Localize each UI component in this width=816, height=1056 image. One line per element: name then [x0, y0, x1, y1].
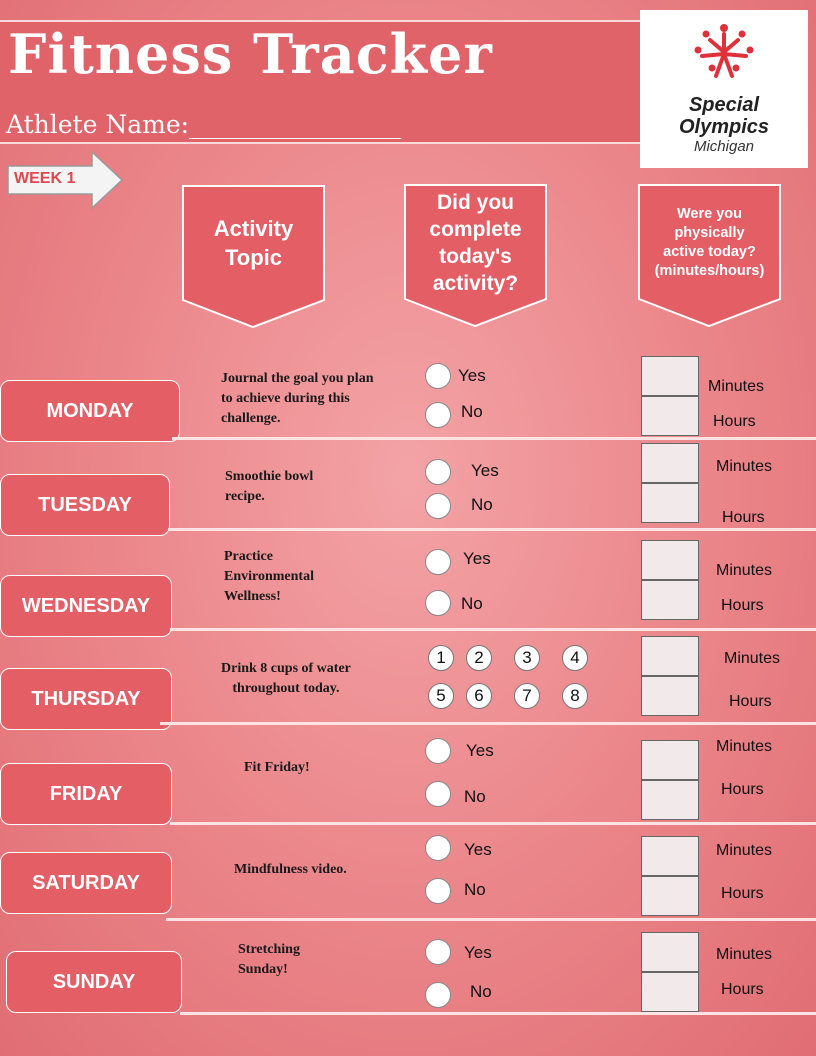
tuesday-hours-box[interactable] [641, 483, 699, 523]
thursday-hours-box[interactable] [641, 676, 699, 716]
row-divider [170, 628, 816, 631]
water-cup-3[interactable]: 3 [514, 645, 540, 671]
friday-hours-box[interactable] [641, 780, 699, 820]
saturday-yes-label: Yes [464, 840, 492, 859]
row-divider [166, 918, 816, 921]
monday-hours-box[interactable] [641, 396, 699, 436]
sunday-minutes-label: Minutes [716, 946, 773, 963]
activity-header-line1: Activity [213, 216, 294, 241]
monday-hours-label: Hours [713, 413, 756, 430]
wednesday-yes-label: Yes [463, 549, 491, 568]
water-cup-2[interactable]: 2 [466, 645, 492, 671]
logo-text-special: Special [688, 94, 760, 116]
monday-no-label: No [461, 402, 483, 421]
active-header-line4: (minutes/hours) [654, 263, 765, 279]
water-cup-5[interactable]: 5 [428, 683, 454, 709]
monday-minutes-box[interactable] [641, 356, 699, 396]
sunday-hours-box[interactable] [641, 972, 699, 1012]
athlete-name-field[interactable]: Athlete Name:_________________ [6, 110, 402, 139]
day-label-tuesday: TUESDAY [0, 474, 170, 536]
friday-yes-label: Yes [466, 741, 494, 760]
water-cup-7[interactable]: 7 [514, 683, 540, 709]
activity-header-line2: Topic [224, 245, 283, 270]
day-label-thursday: THURSDAY [0, 668, 172, 730]
activity-monday [221, 369, 373, 429]
activity-topic-header [181, 184, 326, 330]
wednesday-no-label: No [461, 594, 483, 613]
tuesday-no-radio[interactable] [425, 493, 451, 519]
tuesday-yes-label: Yes [471, 461, 499, 480]
logo-text-olympics: Olympics [678, 116, 770, 138]
wednesday-hours-label: Hours [721, 597, 764, 614]
activity-wednesday [224, 547, 314, 607]
tuesday-minutes-label: Minutes [716, 458, 773, 475]
monday-minutes-label: Minutes [708, 378, 765, 395]
sunday-yes-radio[interactable] [425, 939, 451, 965]
thursday-hours-label: Hours [729, 693, 772, 710]
saturday-hours-box[interactable] [641, 876, 699, 916]
sunday-yes-label: Yes [464, 943, 492, 962]
tuesday-no-label: No [471, 495, 493, 514]
row-divider [170, 822, 816, 825]
water-cup-6[interactable]: 6 [466, 683, 492, 709]
activity-line: Wellness! [224, 589, 281, 604]
sunday-minutes-box[interactable] [641, 932, 699, 972]
activity-line: Fit Friday! [244, 760, 310, 775]
saturday-hours-label: Hours [721, 885, 764, 902]
logo-text-michigan: Michigan [693, 138, 755, 155]
active-header-line1: Were you [676, 206, 742, 222]
sunday-no-radio[interactable] [425, 982, 451, 1008]
water-cup-4[interactable]: 4 [562, 645, 588, 671]
saturday-no-label: No [464, 880, 486, 899]
special-olympics-logo [640, 10, 808, 168]
activity-line: throughout today. [232, 681, 340, 696]
wednesday-no-radio[interactable] [425, 590, 451, 616]
complete-header-line1: Did you [437, 191, 514, 214]
activity-sunday [238, 940, 300, 980]
friday-yes-radio[interactable] [425, 738, 451, 764]
activity-line: Sunday! [238, 962, 288, 977]
week-label: WEEK 1 [14, 170, 76, 187]
row-divider [172, 437, 816, 440]
row-divider [168, 528, 816, 531]
complete-header-line2: complete [429, 218, 522, 241]
activity-line: Drink 8 cups of water [221, 661, 351, 676]
thursday-minutes-label: Minutes [724, 650, 781, 667]
page-title: Fitness Tracker [8, 22, 493, 86]
sunday-hours-label: Hours [721, 981, 764, 998]
activity-line: recipe. [225, 489, 265, 504]
tuesday-hours-label: Hours [722, 509, 765, 526]
wednesday-hours-box[interactable] [641, 580, 699, 620]
activity-line: to achieve during this [221, 391, 350, 406]
day-label-saturday: SATURDAY [0, 852, 172, 914]
friday-hours-label: Hours [721, 781, 764, 798]
active-header [637, 183, 782, 329]
activity-line: Stretching [238, 942, 300, 957]
day-label-monday: MONDAY [0, 380, 180, 442]
monday-yes-radio[interactable] [425, 363, 451, 389]
activity-line: Practice [224, 549, 273, 564]
water-cup-1[interactable]: 1 [428, 645, 454, 671]
row-divider [160, 722, 816, 725]
activity-friday [244, 758, 310, 778]
activity-line: Smoothie bowl [225, 469, 314, 484]
athlete-figures-icon [640, 10, 808, 94]
sunday-no-label: No [470, 982, 492, 1001]
complete-header [403, 183, 548, 329]
saturday-minutes-label: Minutes [716, 842, 773, 859]
friday-no-label: No [464, 787, 486, 806]
wednesday-yes-radio[interactable] [425, 549, 451, 575]
wednesday-minutes-box[interactable] [641, 540, 699, 580]
active-header-line2: physically [674, 225, 745, 241]
monday-no-radio[interactable] [425, 402, 451, 428]
tuesday-minutes-box[interactable] [641, 443, 699, 483]
day-label-friday: FRIDAY [0, 763, 172, 825]
week-arrow [6, 150, 126, 210]
activity-line: challenge. [221, 411, 281, 426]
monday-yes-label: Yes [458, 366, 486, 385]
activity-saturday [234, 860, 347, 880]
saturday-minutes-box[interactable] [641, 836, 699, 876]
active-header-line3: active today? [663, 244, 756, 260]
activity-thursday [221, 659, 351, 699]
friday-minutes-label: Minutes [716, 738, 773, 755]
row-divider [180, 1012, 816, 1015]
activity-tuesday [225, 467, 313, 507]
saturday-yes-radio[interactable] [425, 835, 451, 861]
friday-no-radio[interactable] [425, 781, 451, 807]
saturday-no-radio[interactable] [425, 878, 451, 904]
water-cup-8[interactable]: 8 [562, 683, 588, 709]
activity-line: Environmental [224, 569, 314, 584]
friday-minutes-box[interactable] [641, 740, 699, 780]
day-label-wednesday: WEDNESDAY [0, 575, 172, 637]
activity-line: Journal the goal you plan [221, 371, 374, 386]
complete-header-line3: today's [439, 245, 512, 268]
tuesday-yes-radio[interactable] [425, 459, 451, 485]
thursday-minutes-box[interactable] [641, 636, 699, 676]
activity-line: Mindfulness video. [234, 862, 347, 877]
wednesday-minutes-label: Minutes [716, 562, 773, 579]
day-label-sunday: SUNDAY [6, 951, 182, 1013]
complete-header-line4: activity? [432, 272, 519, 295]
